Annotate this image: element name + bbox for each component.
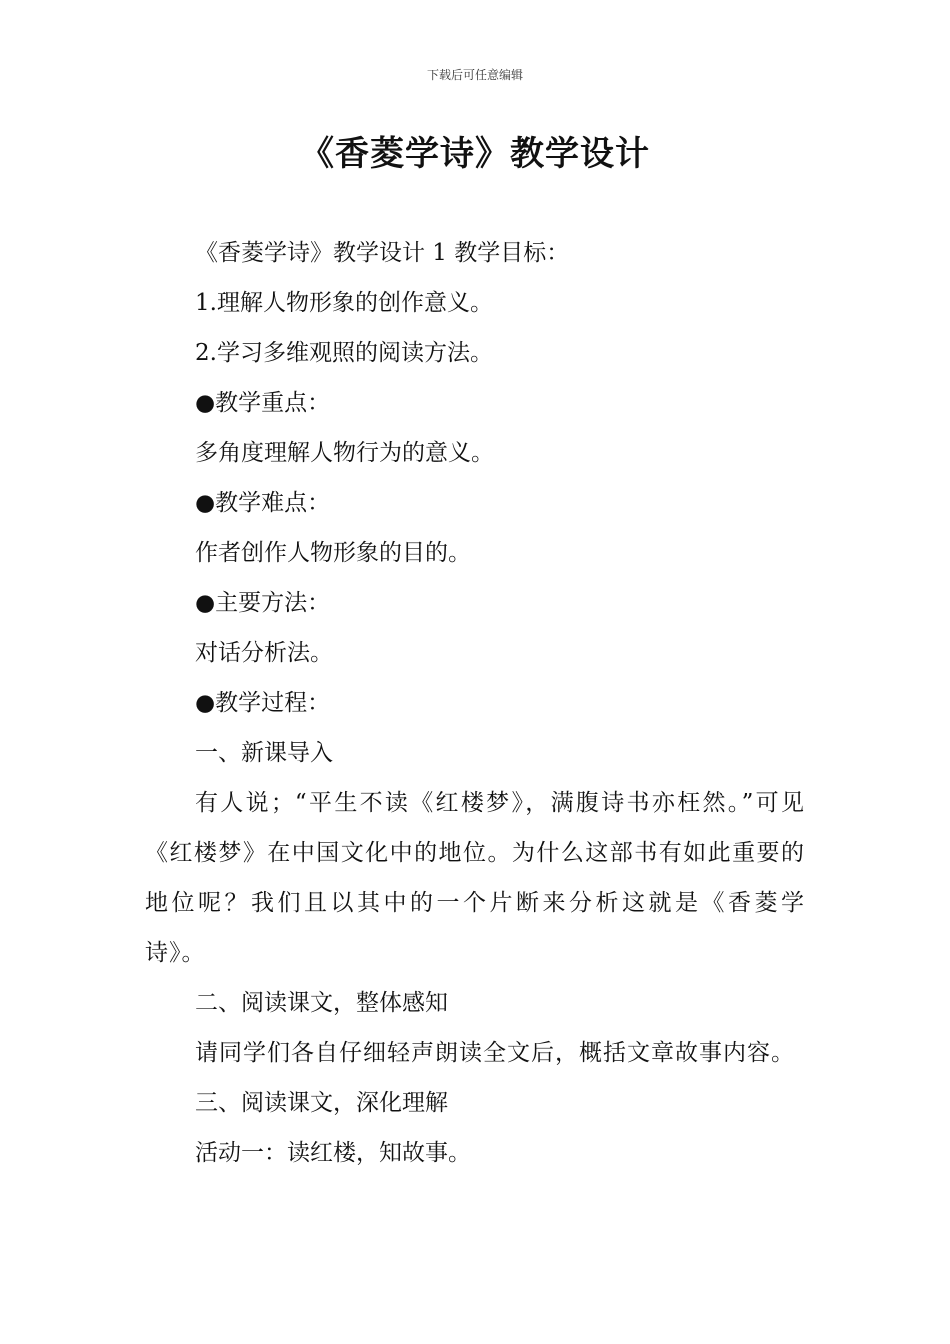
paragraph-process-heading: ●教学过程： <box>195 690 331 716</box>
paragraph-method-heading: ●主要方法： <box>195 590 331 616</box>
paragraph-key-point: 多角度理解人物行为的意义。 <box>195 440 494 466</box>
paragraph-section-3-heading: 三、阅读课文，深化理解 <box>195 1090 448 1116</box>
paragraph-introduction: 有人说；“平生不读《红楼梦》，满腹诗书亦枉然。”可见《红楼梦》在中国文化中的地位。为什么这部书有如此重要的地位呢？我们且以其中的一个片断来分析这就是《香菱学诗》。 <box>145 790 805 966</box>
paragraph-key-point-heading: ●教学重点： <box>195 390 331 416</box>
paragraph-objective-1: 1.理解人物形象的创作意义。 <box>195 290 493 316</box>
paragraph-difficulty-heading: ●教学难点： <box>195 490 331 516</box>
header-note: 下载后可任意编辑 <box>426 68 523 82</box>
paragraph-activity-1: 活动一：读红楼，知故事。 <box>195 1140 471 1166</box>
paragraph-reading-task: 请同学们各自仔细轻声朗读全文后，概括文章故事内容。 <box>195 1040 795 1066</box>
paragraph-section-2-heading: 二、阅读课文，整体感知 <box>195 990 448 1016</box>
paragraph-method: 对话分析法。 <box>195 640 333 666</box>
document-body <box>145 228 805 1178</box>
document-title: 《香菱学诗》教学设计 <box>300 134 650 174</box>
paragraph-difficulty: 作者创作人物形象的目的。 <box>195 540 471 566</box>
paragraph-objective-2: 2.学习多维观照的阅读方法。 <box>195 340 493 366</box>
paragraph-objectives-heading: 《香菱学诗》教学设计 1 教学目标： <box>195 240 570 266</box>
paragraph-section-1-heading: 一、新课导入 <box>195 740 333 766</box>
